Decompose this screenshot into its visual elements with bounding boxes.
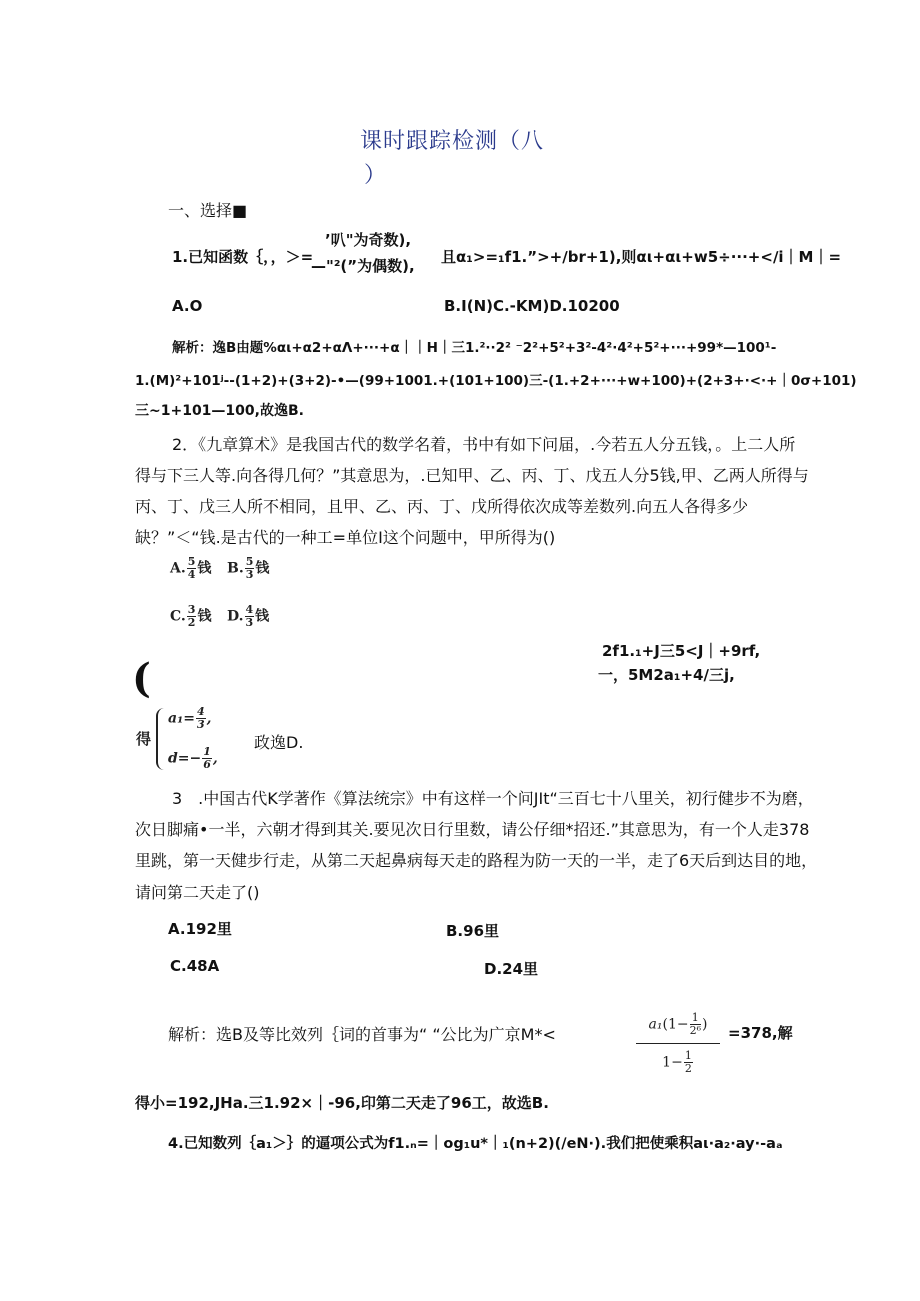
fraction-numerator: 4 (245, 603, 254, 616)
q2-option-c-fraction (187, 604, 197, 629)
q2-result-a1: a₁= $\frac{4}{3}$ , (168, 705, 212, 731)
q3-line-2: 次日脚痛•一半，六朝才得到其关.要见次日行里数，请公仔细*招还.”其意思为，有一个人走378 (135, 820, 810, 839)
q1-options-bcd: B.I(N)C.-KM)D.10200 (444, 297, 620, 315)
fraction-one-minus: 1− (662, 1054, 683, 1071)
q2-result-a1-fraction (196, 706, 206, 731)
q3-solution-line-1: 解析：选B及等比效列｛词的首事为“ “公比为广京M*< (168, 1025, 556, 1044)
q2-option-a-unit: 钱 (197, 560, 212, 577)
q2-de-label: 得 (136, 730, 152, 748)
q3-line-3: 里跳，第一天健步行走，从第二天起鼻病每天走的路程为防一天的一半，走了6天后到达目的地， (135, 851, 818, 870)
q2-option-a-label: A. (170, 560, 186, 577)
q2-system-line-2: 一，5M2a₁+4∕三j, (598, 666, 735, 684)
q2-result-d: d=− $\frac{1}{6}$ , (168, 745, 218, 771)
q3-option-d: D.24里 (484, 960, 539, 978)
q2-line-1: 2．《九章算术》是我国古代的数学名着，书中有如下问届，.今若五人分五钱，。上二人所 (172, 435, 796, 454)
fraction-a1: a₁ (648, 1016, 663, 1033)
q2-option-c (170, 604, 211, 629)
big-paren-glyph: ( (132, 655, 151, 702)
q2-option-b-label: B. (227, 560, 244, 577)
q2-line-3: 丙、丁、戊三人所不相同，且甲、乙、丙、丁、戊所得依次成等差数列.向五人各得多少 (135, 497, 749, 516)
fraction-denominator: 2 (684, 1062, 692, 1075)
q1-piece-bottom: —"²(”为偶数), (311, 257, 415, 275)
section-heading: 一、选择■ (168, 201, 248, 220)
q1-piece-top: ’叭"为奇数), (325, 231, 412, 249)
fraction-denominator: 3 (245, 616, 254, 629)
q2-option-a-fraction (187, 556, 197, 581)
q1-option-a: A.O (172, 297, 203, 315)
fraction-denominator: 4 (187, 568, 196, 581)
fraction-numerator: 5 (245, 555, 254, 568)
fraction-numerator-expression (636, 1012, 720, 1044)
q2-result-d-fraction (202, 746, 212, 771)
q1-solution-line-1: 解析：逸B由题%αι+α2+αΛ+···+α｜｜H｜三1.²··2² ⁻2²+5²+3²-4²·4²+5²+···+99*—100¹- (172, 340, 777, 356)
fraction-denominator: 6 (203, 758, 211, 771)
q2-conclusion: 政逸D. (254, 733, 304, 752)
q3-solution-line-2: 得小=192,JHa.三1.92×｜-96,印第二天走了96工，故选B. (135, 1094, 549, 1112)
fraction-inner-bottom (684, 1050, 693, 1075)
q4-line-1: 4.已知数列｛a₁＞｝的逼项公式为f1.ₙ=｜og₁u*｜₁(n+2)(∕eN·).我们把使乘积aι·a₂·ay·-aₐ (168, 1136, 783, 1152)
q1-prefix: 1.已知函数｛，，＞= (172, 248, 314, 266)
q2-option-c-label: C. (170, 608, 186, 625)
q1-solution-line-3: 三~1+101—100,故逸B. (135, 403, 304, 419)
fraction-expr-close: ) (702, 1016, 708, 1033)
q2-option-c-unit: 钱 (197, 608, 212, 625)
fraction-numerator: 1 (690, 1012, 701, 1025)
q2-line-2: 得与下三人等.向各得几何？”其意思为，.已知甲、乙、丙、丁、戊五人分5钱,甲、乙两人所得与 (135, 466, 809, 485)
fraction-denominator-expression (636, 1044, 720, 1075)
q2-option-d-label: D. (227, 608, 244, 625)
q2-option-b (227, 556, 269, 581)
fraction-numerator: 1 (684, 1049, 692, 1062)
q3-option-c: C.48A (170, 957, 220, 975)
q3-option-b: B.96里 (446, 922, 500, 940)
q2-result-a1-lhs: a₁= (168, 710, 195, 727)
fraction-inner (690, 1012, 701, 1037)
fraction-numerator: 3 (187, 603, 196, 616)
q3-option-a: A.192里 (168, 920, 232, 938)
fraction-denominator: 3 (196, 718, 205, 731)
q2-option-b-fraction (245, 556, 255, 581)
fraction-denominator: 3 (245, 568, 254, 581)
fraction-numerator: 5 (187, 555, 196, 568)
q3-line-1: 3 .中国古代K学著作《算法统宗》中有这样一个问JIt“三百七十八里关，初行健步不为磨， (172, 789, 814, 808)
fraction-denominator: 2⁶ (689, 1024, 702, 1037)
q2-result-d-lhs: d=− (168, 750, 202, 767)
q2-option-b-unit: 钱 (255, 560, 270, 577)
q3-sum-fraction (636, 1012, 720, 1075)
fraction-expr-open: (1− (662, 1016, 689, 1033)
q2-option-d (227, 604, 269, 629)
q2-option-d-unit: 钱 (255, 608, 270, 625)
page-title: 课时跟踪检测（八 (360, 129, 545, 154)
q2-line-4: 缺？”＜“钱.是古代的一种工=单位I这个问题中，甲所得为() (135, 528, 556, 547)
q1-solution-line-2: 1.(M)²+101ʲ--(1+2)+(3+2)-•—(99+1001.+(101+100)三-(1.+2+···+w+100)+(2+3+·<·+｜0σ+101) (135, 373, 857, 389)
fraction-denominator: 2 (187, 616, 196, 629)
page-title-continued: ） (364, 163, 388, 188)
q2-system-line-1: 2f1.₁+J三5<J｜+9rf, (602, 642, 761, 660)
fraction-numerator: 4 (196, 705, 205, 718)
left-brace-icon (156, 708, 168, 770)
q3-solution-tail: =378,解 (728, 1024, 793, 1042)
q1-suffix: 且α₁>=₁f1.”>+∕br+1),则αι+αι+w5÷···+<∕i｜M｜= (441, 248, 842, 266)
fraction-numerator: 1 (203, 745, 211, 758)
q2-option-a (170, 556, 211, 581)
q2-option-d-fraction (245, 604, 255, 629)
q3-line-4: 请问第二天走了() (135, 883, 260, 902)
